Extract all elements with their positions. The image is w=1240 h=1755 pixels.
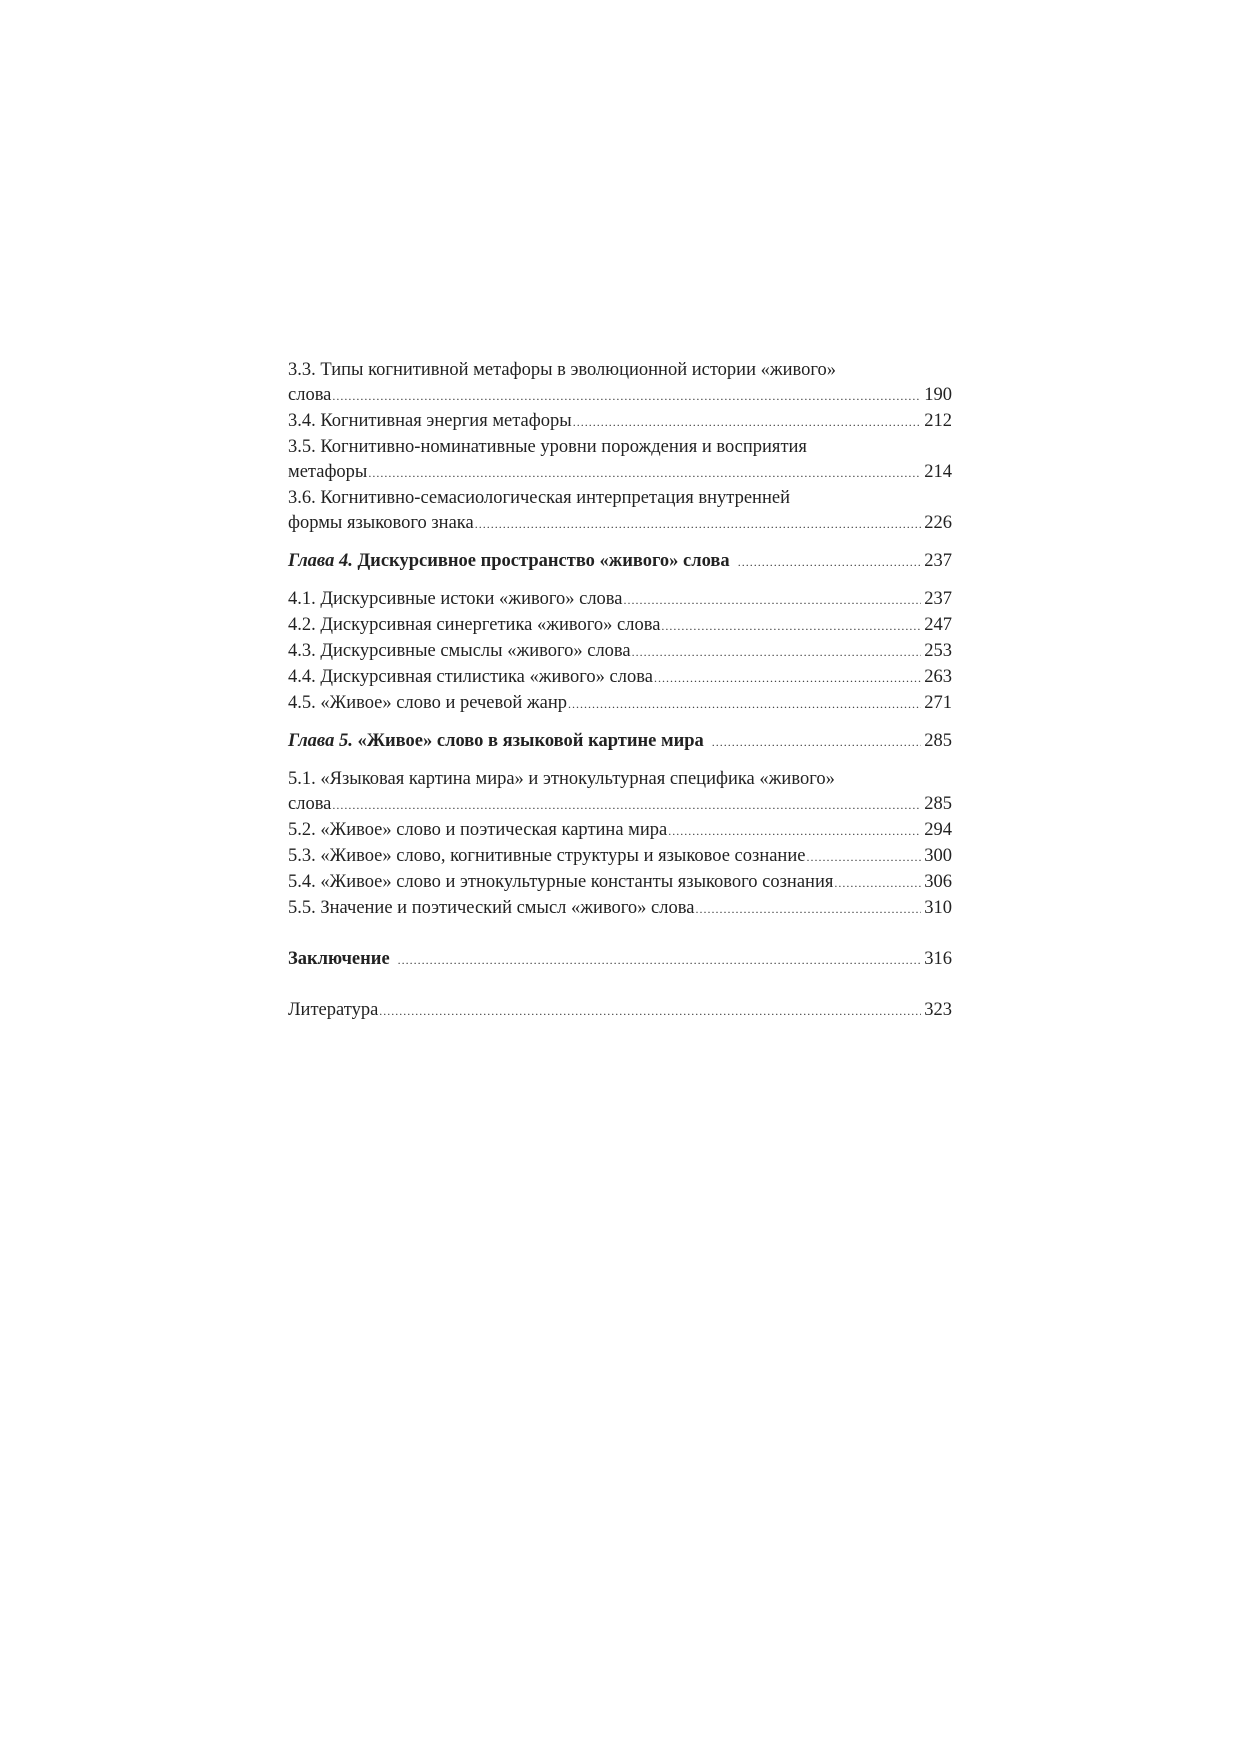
toc-entry-title: 5.5. Значение и поэтический смысл «живого» слова (288, 898, 695, 918)
page-number: 310 (924, 898, 952, 918)
toc-entry-3-5[interactable] (288, 435, 952, 486)
toc-entry-title: 4.5. «Живое» слово и речевой жанр (288, 693, 568, 713)
dot-leader (806, 845, 921, 870)
dot-leader (834, 871, 921, 896)
dot-leader (398, 948, 922, 973)
toc-entry-title: 4.4. Дискурсивная стилистика «живого» слова (288, 667, 653, 687)
dot-leader (573, 410, 922, 435)
dot-leader (632, 640, 922, 665)
toc-entry-title: 4.2. Дискурсивная синергетика «живого» слова (288, 615, 661, 635)
toc-entry-5-1[interactable] (288, 767, 952, 818)
toc-entry-4-5[interactable] (288, 691, 952, 717)
page-number: 323 (924, 1000, 952, 1020)
dot-leader (668, 819, 921, 844)
toc-entry-title: 5.3. «Живое» слово, когнитивные структуры и языковое сознание (288, 846, 806, 866)
page-number: 285 (924, 794, 952, 814)
toc-chapter-5[interactable] (288, 729, 952, 755)
dot-leader (475, 512, 922, 537)
toc-literature[interactable] (288, 998, 952, 1024)
dot-leader (654, 666, 921, 691)
chapter-title: «Живое» слово в языковой картине мира (357, 731, 704, 751)
dot-leader (695, 897, 921, 922)
toc-entry-title: 3.4. Когнитивная энергия метафоры (288, 411, 572, 431)
toc-entry-title: 4.3. Дискурсивные смыслы «живого» слова (288, 641, 631, 661)
page-number: 300 (924, 846, 952, 866)
toc-entry-title-continued: метафоры (288, 462, 368, 482)
toc-entry-title: Заключение (288, 949, 390, 969)
page-number: 294 (924, 820, 952, 840)
toc-entry-3-4[interactable] (288, 409, 952, 435)
dot-leader (568, 692, 921, 717)
toc-entry-title: 3.5. Когнитивно-номинативные уровни порождения и восприятия (288, 437, 807, 457)
toc-entry-5-2[interactable] (288, 818, 952, 844)
toc-entry-title: Литература (288, 1000, 379, 1020)
toc-entry-title: 3.6. Когнитивно-семасиологическая интерпретация внутренней (288, 488, 790, 508)
toc-chapter-4[interactable] (288, 549, 952, 575)
toc-entry-title: 4.1. Дискурсивные истоки «живого» слова (288, 589, 623, 609)
page-number: 271 (924, 693, 952, 713)
page-number: 214 (924, 462, 952, 482)
toc-entry-title: 5.4. «Живое» слово и этнокультурные константы языкового сознания (288, 872, 834, 892)
toc-entry-title-continued: слова (288, 794, 332, 814)
toc-entry-title: 5.1. «Языковая картина мира» и этнокультурная специфика «живого» (288, 769, 835, 789)
dot-leader (332, 793, 921, 818)
toc-entry-5-3[interactable] (288, 844, 952, 870)
chapter-title: Дискурсивное пространство «живого» слова (357, 551, 730, 571)
page-number: 306 (924, 872, 952, 892)
toc-entry-5-5[interactable] (288, 896, 952, 922)
toc-entry-4-3[interactable] (288, 639, 952, 665)
toc-entry-title-continued: слова (288, 385, 332, 405)
toc-entry-4-2[interactable] (288, 613, 952, 639)
toc-entry-3-3[interactable] (288, 358, 952, 409)
page-number: 263 (924, 667, 952, 687)
dot-leader (379, 999, 921, 1024)
page-number: 285 (924, 731, 952, 751)
toc-entry-title: 3.3. Типы когнитивной метафоры в эволюционной истории «живого» (288, 360, 837, 380)
dot-leader (368, 461, 921, 486)
toc-entry-title: 5.2. «Живое» слово и поэтическая картина мира (288, 820, 668, 840)
dot-leader (712, 730, 921, 755)
page-number: 253 (924, 641, 952, 661)
chapter-label: Глава 5. (288, 731, 353, 751)
dot-leader (738, 550, 922, 575)
toc-entry-title-continued: формы языкового знака (288, 513, 474, 533)
page-number: 316 (924, 949, 952, 969)
table-of-contents (288, 358, 952, 1024)
toc-entry-4-1[interactable] (288, 587, 952, 613)
page-number: 237 (924, 551, 952, 571)
toc-entry-4-4[interactable] (288, 665, 952, 691)
toc-conclusion[interactable] (288, 947, 952, 973)
dot-leader (624, 588, 922, 613)
page-number: 190 (924, 385, 952, 405)
toc-entry-3-6[interactable] (288, 486, 952, 537)
dot-leader (661, 614, 921, 639)
page-number: 247 (924, 615, 952, 635)
page-number: 212 (924, 411, 952, 431)
page-number: 237 (924, 589, 952, 609)
chapter-label: Глава 4. (288, 551, 353, 571)
page-number: 226 (924, 513, 952, 533)
dot-leader (332, 384, 921, 409)
toc-entry-5-4[interactable] (288, 870, 952, 896)
